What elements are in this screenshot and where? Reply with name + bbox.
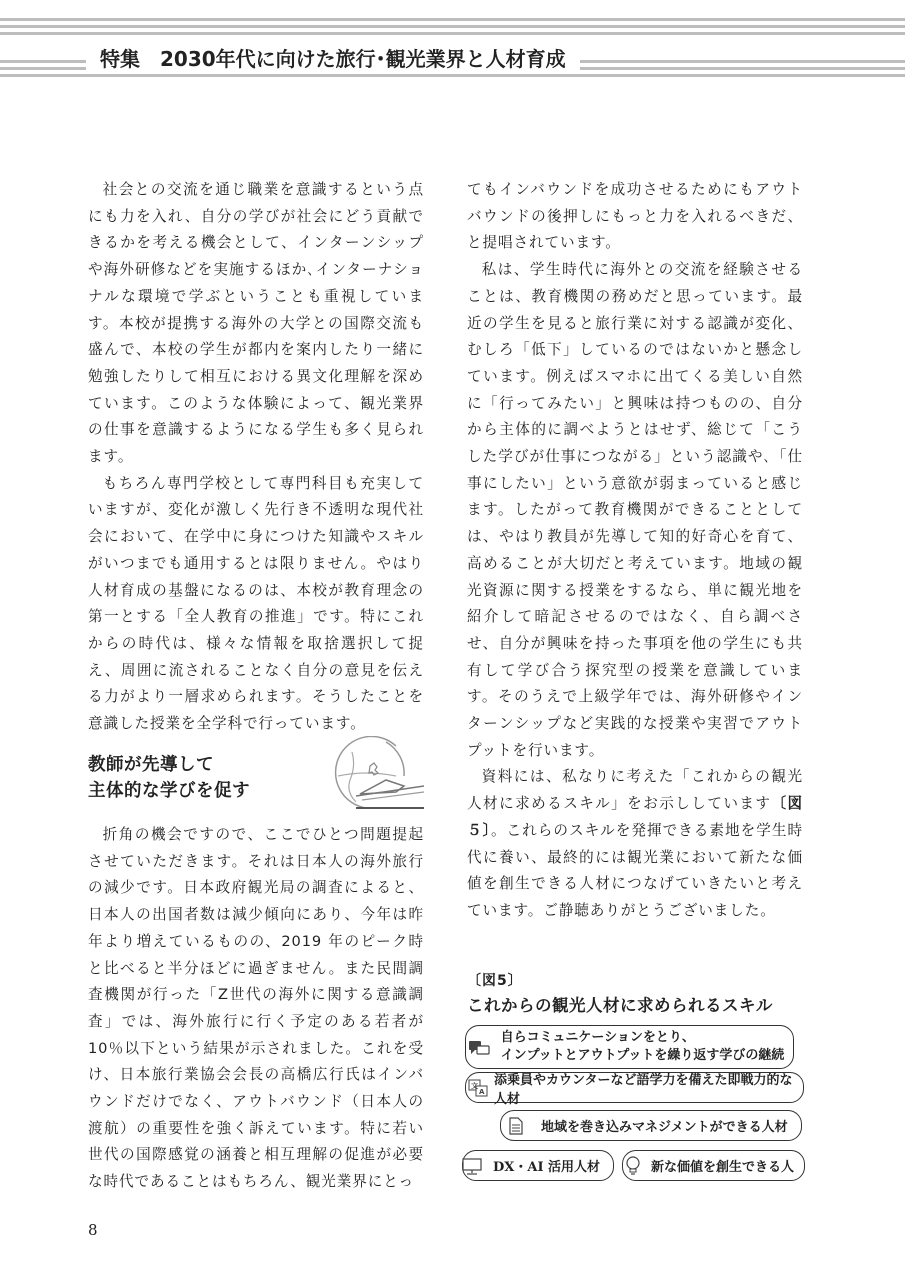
paragraph-text: 。これらのスキルを発揮できる素地を学生時代に養い、最終的には観光業において新たな価値を創生できる人材につなげていきたいと考えています。ご静聴ありがとうございました。	[467, 821, 803, 919]
paragraph-continued: てもインバウンドを成功させるためにもアウトバウンドの後押しにもっと力を入れるべきだ、と提唱されています。	[467, 181, 803, 252]
skill-text: 自らコミュニケーションをとり、 インプットとアウトプットを繰り返す学びの継続	[500, 1030, 785, 1063]
document-icon	[509, 1117, 523, 1135]
monitor-icon	[462, 1158, 482, 1175]
left-column-top	[88, 177, 424, 738]
figure-title: これからの観光人材に求められるスキル	[467, 996, 773, 1015]
skill-item-learning	[465, 1025, 794, 1069]
skill-text: 地域を巻き込みマネジメントができる人材	[541, 1120, 788, 1135]
header-label: 特集	[100, 46, 140, 71]
paragraph: もちろん専門学校として専門科目も充実していますが、変化が激しく先行き不透明な現代社会において、在学中に身につけた知識やスキルがいつまでも通用するとは限りません。やはり人材育成の基盤になるのは、本校が教育理念の第一とする「全人教育の推進」です。特にこれからの時代は、様々な情報を取捨選択して捉え、周囲に流されることなく自分の意見を伝える力がより一層求められます。そうしたことを意識した授業を全学科で行っています。	[88, 474, 424, 733]
paragraph: 社会との交流を通じ職業を意識するという点にも力を入れ、自分の学びが社会にどう貢献できるかを考える機会として、インターンシップや海外研修などを実施するほか､インターナショナルな環境で学ぶということも重視しています。本校が提携する海外の大学との国際交流も盛んで、本校の学生が都内を案内したり一緒に勉強したりして相互における異文化理解を深めています。このような体験によって、観光業界の仕事を意識するようになる学生も多く見られます。	[88, 181, 424, 466]
right-column	[467, 177, 803, 925]
skill-text: 新な価値を創生できる人	[651, 1160, 795, 1175]
skill-item-dx-ai	[462, 1150, 614, 1181]
figure-label: 〔図5〕	[467, 973, 523, 989]
chat-bubbles-icon	[468, 1040, 490, 1058]
section-heading	[88, 752, 328, 804]
lightbulb-icon	[625, 1156, 641, 1176]
paragraph-text: 資料には、私なりに考えた「これからの観光人材に求めるスキル」をお示ししています	[467, 768, 803, 813]
section-heading-line1: 教師が先導して	[88, 755, 214, 775]
running-header	[86, 40, 580, 74]
header-stripes-top	[0, 18, 905, 39]
skill-item-value-creation	[622, 1150, 805, 1181]
svg-text:A: A	[479, 1088, 485, 1096]
skill-item-management	[500, 1110, 802, 1141]
skill-text: DX・AI 活用人材	[493, 1160, 601, 1175]
figure-reference: 〔図５〕	[467, 795, 803, 839]
translation-icon	[468, 1079, 488, 1097]
left-column-bottom	[88, 822, 424, 1196]
paragraph: 私は、学生時代に海外との交流を経験させることは、教育機関の務めだと思っています。最近の学生を見ると旅行業に対する認識が変化、むしろ「低下」しているのではないかと懸念しています。例えばスマホに出てくる美しい自然に「行ってみたい」と興味は持つものの、自分から主体的に調べようとはせず、総じて「こうした学びが仕事につながる」という認識や､「仕事にしたい」という意欲が弱まっていると感じます。したがって教育機関ができることとしては、やはり教員が先導して知的好奇心を育て、高めることが大切だと考えています。地域の観光資源に関する授業をするなら、単に観光地を紹介して暗記させるのではなく、自ら調べさせ、自分が興味を持った事項を他の学生にも共有して学び合う探究型の授業を意識しています。そのうえで上級学年では、海外研修やインターンシップなど実践的な授業や実習でアウトプットを行います。	[467, 261, 803, 759]
paragraph-last	[467, 764, 803, 924]
skill-item-language	[465, 1072, 804, 1107]
page-number: 8	[88, 1221, 98, 1239]
svg-text:文: 文	[471, 1082, 478, 1090]
header-title: 2030年代に向けた旅行･観光業界と人材育成	[160, 46, 566, 71]
skill-text: 添乗員やカウンターなど語学力を備えた即戦力的な人材	[494, 1072, 793, 1107]
globe-airplane-icon	[326, 736, 424, 810]
paragraph: 折角の機会ですので、ここでひとつ問題提起させていただきます。それは日本人の海外旅行の減少です。日本政府観光局の調査によると、日本人の出国者数は減少傾向にあり、今年は昨年より増えているものの、2019 年のピーク時と比べると半分ほどに過ぎません。また民間調査機関が行った「Z世代の海外に関する意識調査」では、海外旅行に行く予定のある若者が10％以下という結果が示されました。これを受け、日本旅行業協会会長の高橋広行氏はインバウンドだけでなく、アウトバウンド（日本人の渡航）の重要性を強く訴えています。特に若い世代の国際感覚の涵養と相互理解の促進が必要な時代であることはもちろん、観光業界にとっ	[88, 826, 424, 1191]
section-heading-line2: 主体的な学びを促す	[88, 781, 250, 801]
